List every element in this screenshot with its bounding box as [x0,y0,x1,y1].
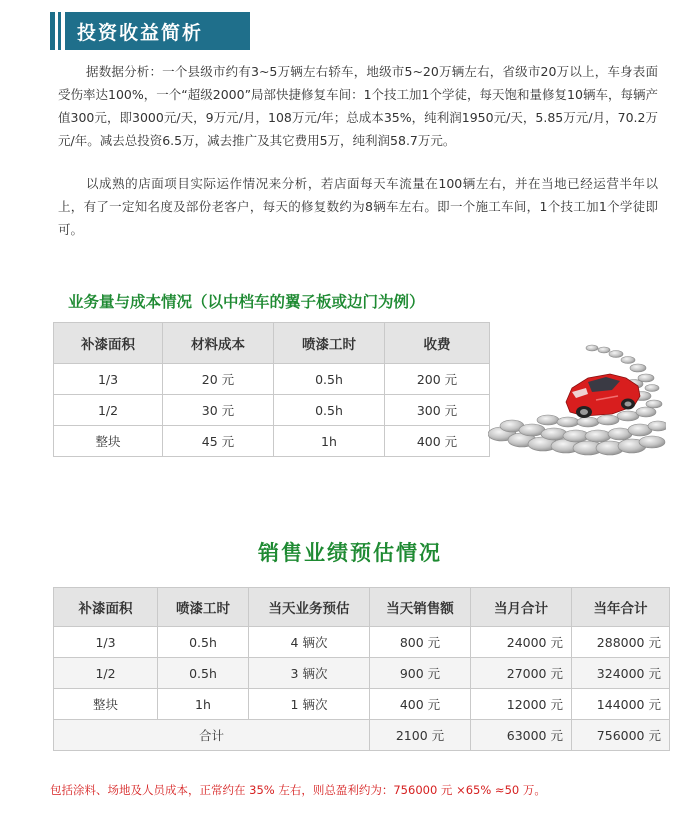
table-header-cell: 当年合计 [572,588,670,627]
table-cell: 200 元 [385,364,490,395]
table-cell: 900 元 [370,658,471,689]
table-header-cell: 补漆面积 [54,323,163,364]
table-cell: 300 元 [385,395,490,426]
table-cell: 400 元 [385,426,490,457]
cost-heading: 业务量与成本情况（以中档车的翼子板或边门为例） [68,293,425,311]
total-cell: 2100 元 [370,720,471,751]
table-cell: 1/3 [54,627,158,658]
table-cell: 1h [274,426,385,457]
table-header-cell: 当月合计 [471,588,572,627]
table-cell: 3 辆次 [249,658,370,689]
title-accent-bar-thin [58,12,61,50]
section-title: 投资收益简析 [65,12,250,50]
car-on-coins-image [488,322,666,460]
table-cell: 800 元 [370,627,471,658]
table-cell: 0.5h [158,658,249,689]
table-header-cell: 喷漆工时 [158,588,249,627]
total-cell: 63000 元 [471,720,572,751]
table-header-row [54,323,490,364]
table-header-cell: 补漆面积 [54,588,158,627]
table-cell: 12000 元 [471,689,572,720]
table-cell: 24000 元 [471,627,572,658]
table-total-row [54,720,670,751]
sales-heading: 销售业绩预估情况 [258,541,442,565]
table-cell: 1 辆次 [249,689,370,720]
section-title-box [50,12,250,50]
table-cell: 27000 元 [471,658,572,689]
table-header-cell: 喷漆工时 [274,323,385,364]
sales-table [53,587,670,751]
table-cell: 400 元 [370,689,471,720]
table-row [54,689,670,720]
table-cell: 0.5h [158,627,249,658]
table-cell: 20 元 [163,364,274,395]
table-cell: 30 元 [163,395,274,426]
table-cell: 45 元 [163,426,274,457]
table-header-cell: 当天业务预估 [249,588,370,627]
table-cell: 1/2 [54,658,158,689]
coin-road-icon [488,322,666,460]
table-cell: 整块 [54,426,163,457]
table-cell: 1/3 [54,364,163,395]
profit-footnote: 包括涂料、场地及人员成本，正常约在 35% 左右，则总盈利约为：756000 元 ×65% ≈50 万。 [50,783,546,797]
title-accent-bar [50,12,55,50]
paragraph-operation: 以成熟的店面项目实际运作情况来分析，若店面每天车流量在100辆左右，并在当地已经运营半年以上，有了一定知名度及部份老客户，每天的修复数约为8辆车左右。即一个施工车间，1个技工加1个学徒即可。 [58,176,658,237]
table-row [54,658,670,689]
table-row [54,395,490,426]
table-header-cell: 材料成本 [163,323,274,364]
cost-table [53,322,490,457]
table-row [54,426,490,457]
paragraph-analysis: 据数据分析：一个县级市约有3~5万辆左右轿车，地级市5~20万辆左右，省级市20万以上，车身表面受伤率达100%，一个“超级2000”局部快捷修复车间：1个技工加1个学徒，每天饱和量修复10辆车，每辆产值300元，即3000元/天，9万元/月，108万元/年；总成本35%，纯利润1950元/天，5.85万元/月，70.2万元/年。减去总投资6.5万，减去推广及其它费用5万，纯利润58.7万元。 [58,64,658,148]
table-cell: 0.5h [274,364,385,395]
table-cell: 0.5h [274,395,385,426]
table-cell: 144000 元 [572,689,670,720]
total-label-cell: 合计 [54,720,370,751]
table-header-cell: 当天销售额 [370,588,471,627]
table-cell: 4 辆次 [249,627,370,658]
table-cell: 1h [158,689,249,720]
table-cell: 整块 [54,689,158,720]
table-header-cell: 收费 [385,323,490,364]
total-cell: 756000 元 [572,720,670,751]
table-cell: 288000 元 [572,627,670,658]
table-header-row [54,588,670,627]
table-cell: 324000 元 [572,658,670,689]
table-row [54,364,490,395]
table-cell: 1/2 [54,395,163,426]
table-row [54,627,670,658]
